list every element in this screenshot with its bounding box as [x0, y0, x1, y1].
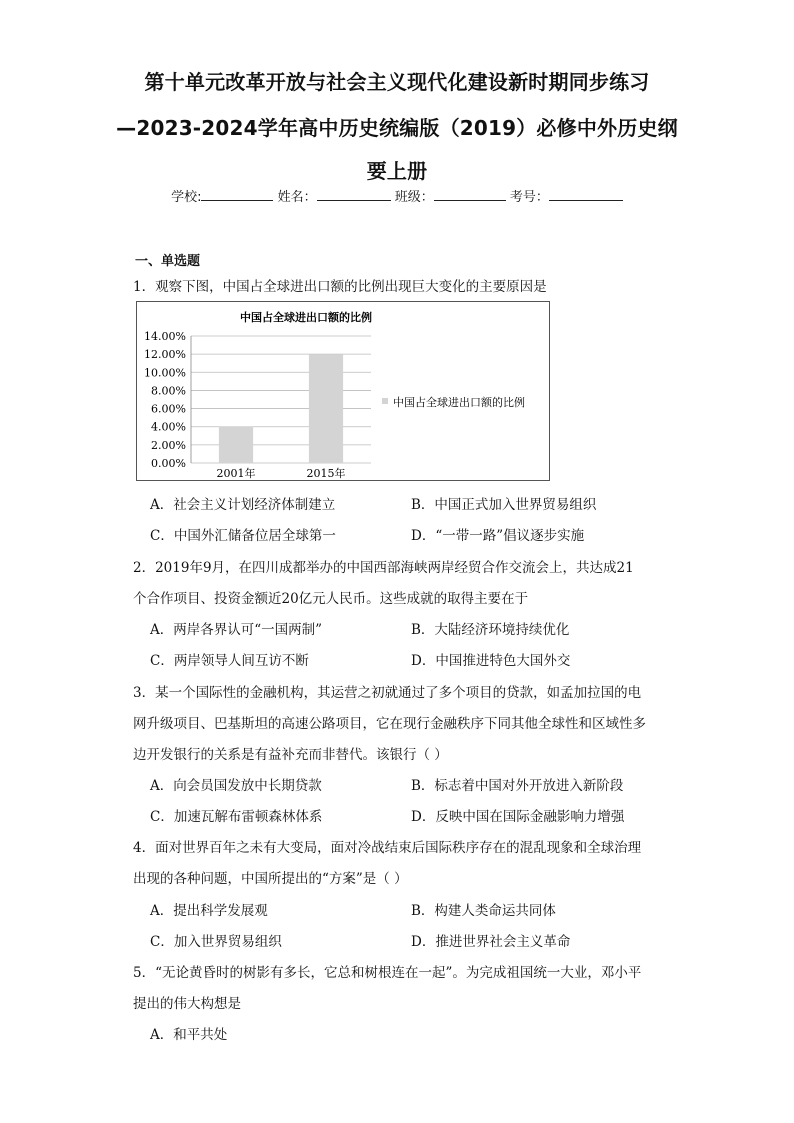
number-label: 考号： [509, 190, 549, 205]
bar [309, 354, 343, 463]
school-blank[interactable] [201, 186, 273, 201]
name-label: 姓名： [277, 190, 317, 205]
section-title: 一、单选题 [135, 254, 201, 269]
q5-stem-line: 提出的伟大构想是 [133, 996, 241, 1012]
y-tick-label: 4.00% [151, 420, 186, 434]
y-tick-label: 6.00% [151, 402, 186, 416]
q1-option-d[interactable]: D．“一带一路”倡议逐步实施 [411, 528, 585, 544]
q4-option-b[interactable]: B．构建人类命运共同体 [411, 903, 556, 919]
name-blank[interactable] [317, 186, 391, 201]
y-tick-label: 10.00% [144, 366, 186, 380]
bar-chart [136, 301, 550, 481]
chart-title: 中国占全球进出口额的比例 [240, 311, 372, 324]
q5-option-a[interactable]: A．和平共处 [150, 1027, 228, 1043]
y-tick-label: 12.00% [144, 348, 186, 362]
q2-stem-line: 个合作项目、投资金额近20亿元人民币。这些成就的取得主要在于 [133, 591, 529, 607]
q2-stem-line: 2．2019年9月，在四川成都举办的中国西部海峡两岸经贸合作交流会上，共达成21 [133, 560, 634, 576]
q1-option-c[interactable]: C．中国外汇储备位居全球第一 [150, 528, 336, 544]
q2-option-c[interactable]: C．两岸领导人间互访不断 [150, 653, 309, 669]
q2-option-d[interactable]: D．中国推进特色大国外交 [411, 653, 571, 669]
q3-option-d[interactable]: D．反映中国在国际金融影响力增强 [411, 809, 625, 825]
y-tick-label: 0.00% [151, 457, 186, 470]
q2-option-b[interactable]: B．大陆经济环境持续优化 [411, 622, 570, 638]
doc-title-line2: —2023-2024学年高中历史统编版（2019）必修中外历史纲 [116, 116, 678, 140]
doc-title-line3: 要上册 [366, 159, 428, 183]
q3-stem-line: 边开发银行的关系是有益补充而非替代。该银行（ ） [133, 747, 448, 763]
student-info [0, 186, 794, 205]
y-tick-label: 2.00% [151, 438, 186, 452]
q4-option-a[interactable]: A．提出科学发展观 [150, 903, 268, 919]
legend-swatch [382, 398, 388, 404]
q3-stem-line: 3．某一个国际性的金融机构，其运营之初就通过了多个项目的贷款，如孟加拉国的电 [133, 685, 642, 701]
school-label: 学校: [171, 190, 202, 205]
q1-stem-line: 1．观察下图，中国占全球进出口额的比例出现巨大变化的主要原因是 [133, 279, 547, 295]
q4-stem-line: 出现的各种问题，中国所提出的“方案”是（ ） [133, 871, 408, 887]
q4-option-d[interactable]: D．推进世界社会主义革命 [411, 934, 571, 950]
class-blank[interactable] [434, 186, 506, 201]
doc-title-line1: 第十单元改革开放与社会主义现代化建设新时期同步练习 [144, 70, 650, 94]
q3-option-a[interactable]: A．向会员国发放中长期贷款 [150, 778, 322, 794]
number-blank[interactable] [549, 186, 623, 201]
bar [219, 427, 253, 463]
y-tick-label: 14.00% [144, 330, 186, 343]
q1-option-b[interactable]: B．中国正式加入世界贸易组织 [411, 497, 597, 513]
q4-option-c[interactable]: C．加入世界贸易组织 [150, 934, 282, 950]
q2-option-a[interactable]: A．两岸各界认可“一国两制” [150, 622, 323, 638]
q4-stem-line: 4．面对世界百年之未有大变局，面对冷战结束后国际秩序存在的混乱现象和全球治理 [133, 840, 642, 856]
y-tick-label: 8.00% [151, 384, 186, 398]
x-tick-label: 2015年 [306, 467, 346, 480]
q5-stem-line: 5．“无论黄昏时的树影有多长，它总和树根连在一起”。为完成祖国统一大业，邓小平 [133, 965, 642, 981]
q3-option-c[interactable]: C．加速瓦解布雷顿森林体系 [150, 809, 323, 825]
q3-option-b[interactable]: B．标志着中国对外开放进入新阶段 [411, 778, 624, 794]
x-tick-label: 2001年 [216, 467, 256, 480]
legend-label: 中国占全球进出口额的比例 [393, 396, 525, 409]
q1-option-a[interactable]: A．社会主义计划经济体制建立 [150, 497, 336, 513]
q3-stem-line: 网升级项目、巴基斯坦的高速公路项目，它在现行金融秩序下同其他全球性和区域性多 [133, 716, 646, 732]
class-label: 班级： [394, 190, 434, 205]
